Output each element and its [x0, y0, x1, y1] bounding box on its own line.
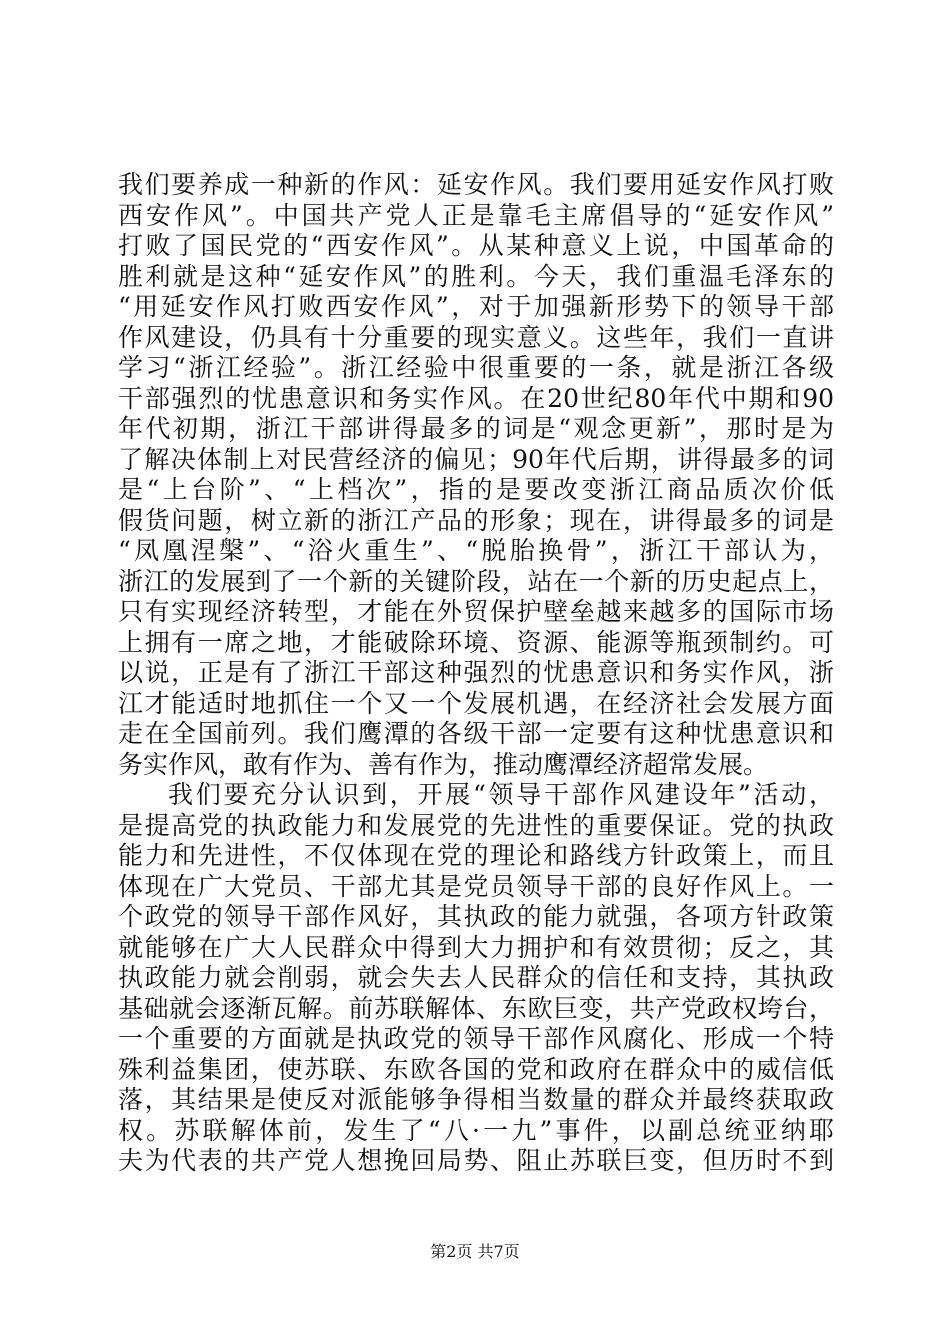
text-line: 体现在广大党员、干部尤其是党员领导干部的良好作风上。一	[118, 871, 834, 901]
document-body	[118, 170, 834, 1177]
text-line: 作风建设，仍具有十分重要的现实意义。这些年，我们一直讲	[118, 322, 834, 352]
page-footer	[0, 1242, 950, 1262]
text-line: “用延安作风打败西安作风”，对于加强新形势下的领导干部	[118, 292, 834, 321]
text-line: 是“上台阶”、“上档次”，指的是要改变浙江商品质次价低	[118, 475, 834, 504]
paragraph	[118, 170, 834, 780]
text-line: 我们要养成一种新的作风：延安作风。我们要用延安作风打败	[118, 170, 834, 199]
text-line: 打败了国民党的“西安作风”。从某种意义上说，中国革命的	[118, 231, 834, 260]
text-line: 假货问题，树立新的浙江产品的形象；现在，讲得最多的词是	[118, 505, 834, 535]
text-line: 胜利就是这种“延安作风”的胜利。今天，我们重温毛泽东的	[118, 261, 834, 291]
paragraph	[118, 780, 834, 1177]
text-line: 浙江的发展到了一个新的关键阶段，站在一个新的历史起点上，	[118, 566, 834, 596]
text-line: 一个重要的方面就是执政党的领导干部作风腐化、形成一个特	[118, 1024, 834, 1053]
text-line: 只有实现经济转型，才能在外贸保护壁垒越来越多的国际市场	[118, 597, 834, 626]
text-line: 能力和先进性，不仅体现在党的理论和路线方针政策上，而且	[118, 841, 834, 870]
text-line: 西安作风”。中国共产党人正是靠毛主席倡导的“延安作风”	[118, 200, 834, 230]
text-line: 夫为代表的共产党人想挽回局势、阻止苏联巨变，但历时不到	[118, 1146, 834, 1175]
text-line: 权。苏联解体前，发生了“八·一九”事件，以副总统亚纳耶	[118, 1115, 834, 1145]
text-line: 基础就会逐渐瓦解。前苏联解体、东欧巨变，共产党政权垮台，	[118, 993, 834, 1023]
text-line: 执政能力就会削弱，就会失去人民群众的信任和支持，其执政	[118, 963, 834, 992]
text-line: 走在全国前列。我们鹰潭的各级干部一定要有这种忧患意识和	[118, 719, 834, 748]
text-line: 就能够在广大人民群众中得到大力拥护和有效贯彻；反之，其	[118, 932, 834, 962]
text-line: 江才能适时地抓住一个又一个发展机遇，在经济社会发展方面	[118, 688, 834, 718]
text-line: 个政党的领导干部作风好，其执政的能力就强，各项方针政策	[118, 902, 834, 931]
text-line: “凤凰涅槃”、“浴火重生”、“脱胎换骨”，浙江干部认为，	[118, 536, 834, 565]
text-line: 是提高党的执政能力和发展党的先进性的重要保证。党的执政	[118, 810, 834, 840]
text-line: 务实作风，敢有作为、善有作为，推动鹰潭经济超常发展。	[118, 749, 769, 779]
text-line: 干部强烈的忧患意识和务实作风。在20世纪80年代中期和90	[118, 383, 834, 413]
text-line: 学习“浙江经验”。浙江经验中很重要的一条，就是浙江各级	[118, 353, 834, 382]
page-number-label: 第2页 共7页	[430, 1242, 520, 1261]
text-line: 以说，正是有了浙江干部这种强烈的忧患意识和务实作风，浙	[118, 658, 834, 687]
text-line: 上拥有一席之地，才能破除环境、资源、能源等瓶颈制约。可	[118, 627, 834, 657]
text-line: 殊利益集团，使苏联、东欧各国的党和政府在群众中的威信低	[118, 1054, 834, 1084]
text-line: 我们要充分认识到，开展“领导干部作风建设年”活动，	[168, 780, 834, 809]
text-line: 年代初期，浙江干部讲得最多的词是“观念更新”，那时是为	[118, 414, 834, 443]
text-line: 落，其结果是使反对派能够争得相当数量的群众并最终获取政	[118, 1085, 834, 1114]
text-line: 了解决体制上对民营经济的偏见；90年代后期，讲得最多的词	[118, 444, 834, 474]
